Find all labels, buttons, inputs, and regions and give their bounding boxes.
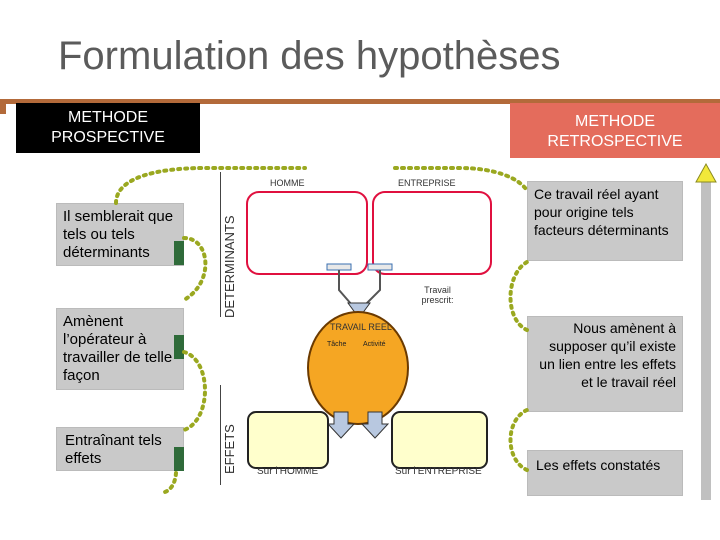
sur-homme-label: Sur l’HOMME xyxy=(257,466,319,477)
travail-prescrit-label: Travail prescrit: xyxy=(421,285,454,305)
left-box-operator: Amènent l’opérateur à travailler de telle façon xyxy=(56,308,184,390)
arrow-right-effects-to-link xyxy=(511,410,528,470)
determinants-label: DETERMINANTS xyxy=(222,215,237,318)
left-box-effects: Entraînant tels effets xyxy=(56,427,184,471)
arrow-right-link-to-determinants xyxy=(511,262,528,330)
left-box-determinants: Il semblerait que tels ou tels déterminants xyxy=(56,203,184,266)
right-box-determinants: Ce travail réel ayant pour origine tels facteurs déterminants xyxy=(527,181,683,261)
effect-box-entreprise xyxy=(392,412,487,468)
arrow-left-bottom xyxy=(165,473,176,492)
arrow-determinants-to-work xyxy=(184,238,205,300)
entreprise-label: ENTREPRISE xyxy=(398,178,456,188)
homme-label: HOMME xyxy=(270,178,305,188)
entreprise-panel xyxy=(373,192,491,274)
effect-box-homme xyxy=(248,412,328,468)
slide-title: Formulation des hypothèses xyxy=(58,34,561,78)
prospective-header: METHODE PROSPECTIVE xyxy=(16,103,200,153)
homme-to-work-arrow xyxy=(339,270,352,305)
retrospective-header: METHODE RETROSPECTIVE xyxy=(510,103,720,158)
right-box-link: Nous amènent à supposer qu’il existe un lien entre les effets et le travail réel xyxy=(527,316,683,412)
activite-label: Activité xyxy=(363,341,386,348)
entreprise-to-work-arrow xyxy=(365,270,380,305)
effets-label: EFFETS xyxy=(222,424,237,474)
travail-reel-label: TRAVAIL REEL xyxy=(330,322,392,332)
arrow-work-to-effects xyxy=(184,352,205,430)
tache-label: Tâche xyxy=(327,341,347,348)
retrospective-up-arrowhead xyxy=(696,164,716,182)
sur-entreprise-label: Sur l’ENTREPRISE xyxy=(395,466,482,477)
right-box-effects: Les effets constatés xyxy=(527,450,683,496)
homme-panel xyxy=(247,192,367,274)
